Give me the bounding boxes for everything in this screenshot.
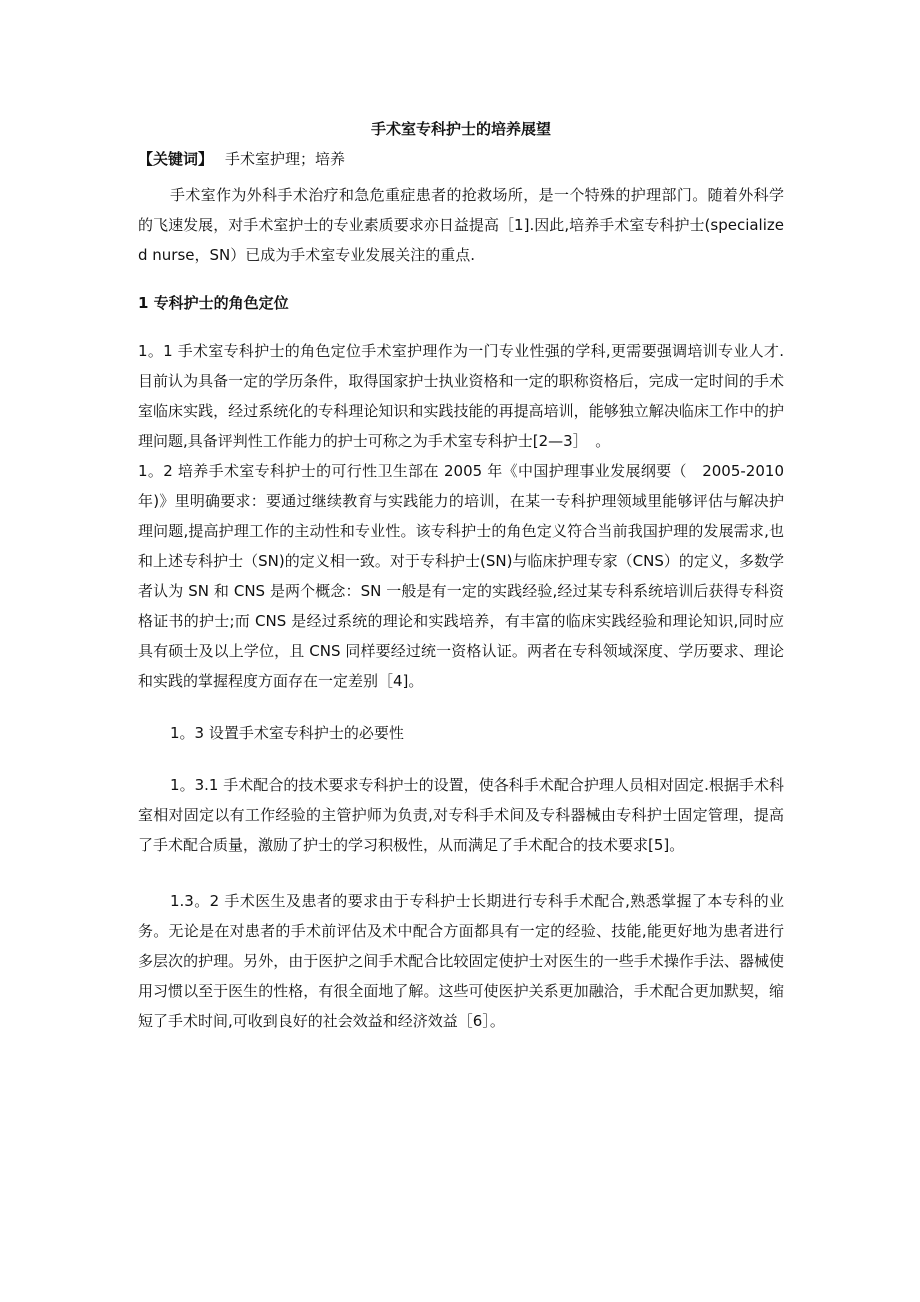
paragraph-1-1: 1。1 手术室专科护士的角色定位手术室护理作为一门专业性强的学科,更需要强调培训专业人才.目前认为具备一定的学历条件，取得国家护士执业资格和一定的职称资格后，完成一定时间的手术室临床实践，经过系统化的专科理论知识和实践技能的再提高培训，能够独立解决临床工作中的护理问题,具备评判性工作能力的护士可称之为手术室专科护士[2—3］ 。 — [138, 342, 784, 450]
keywords-line — [138, 146, 784, 172]
paragraph-1-3: 1。3 设置手术室专科护士的必要性 — [170, 724, 404, 742]
paragraph-1-3-2: 1.3。2 手术医生及患者的要求由于专科护士长期进行专科手术配合,熟悉掌握了本专科的业务。无论是在对患者的手术前评估及术中配合方面都具有一定的经验、技能,能更好地为患者进行多层次的护理。另外，由于医护之间手术配合比较固定使护士对医生的一些手术操作手法、器械使用习惯以至于医生的性格，有很全面地了解。这些可使医护关系更加融洽，手术配合更加默契，缩短了手术时间,可收到良好的社会效益和经济效益［6］。 — [138, 892, 784, 1030]
paragraph-1-2: 1。2 培养手术室专科护士的可行性卫生部在 2005 年《中国护理事业发展纲要（ 2005-2010 年)》里明确要求：要通过继续教育与实践能力的培训，在某一专科护理领域里能够评估与解决护理问题,提高护理工作的主动性和专业性。该专科护士的角色定义符合当前我国护理的发展需求,也和上述专科护士（SN)的定义相一致。对于专科护士(SN)与临床护理专家（CNS）的定义，多数学者认为 SN 和 CNS 是两个概念：SN 一般是有一定的实践经验,经过某专科系统培训后获得专科资格证书的护士;而 CNS 是经过系统的理论和实践培养，有丰富的临床实践经验和理论知识,同时应具有硕士及以上学位，且 CNS 同样要经过统一资格认证。两者在专科领域深度、学历要求、理论和实践的掌握程度方面存在一定差别［4]。 — [138, 462, 784, 690]
paragraph-1-3-1: 1。3.1 手术配合的技术要求专科护士的设置，使各科手术配合护理人员相对固定.根据手术科室相对固定以有工作经验的主管护师为负责,对专科手术间及专科器械由专科护士固定管理，提高了手术配合质量，激励了护士的学习积极性，从而满足了手术配合的技术要求[5]。 — [138, 776, 784, 854]
keywords-label: 【关键词】 — [138, 150, 214, 168]
intro-paragraph: 手术室作为外科手术治疗和急危重症患者的抢救场所，是一个特殊的护理部门。随着外科学的飞速发展，对手术室护士的专业素质要求亦日益提高［1].因此,培养手术室专科护士(specialized nurse，SN）已成为手术室专业发展关注的重点. — [138, 186, 784, 264]
document-page — [138, 116, 784, 1036]
document-title: 手术室专科护士的培养展望 — [370, 120, 551, 138]
section-1-heading: 1 专科护士的角色定位 — [138, 294, 289, 312]
keywords-value: 手术室护理；培养 — [225, 150, 346, 168]
